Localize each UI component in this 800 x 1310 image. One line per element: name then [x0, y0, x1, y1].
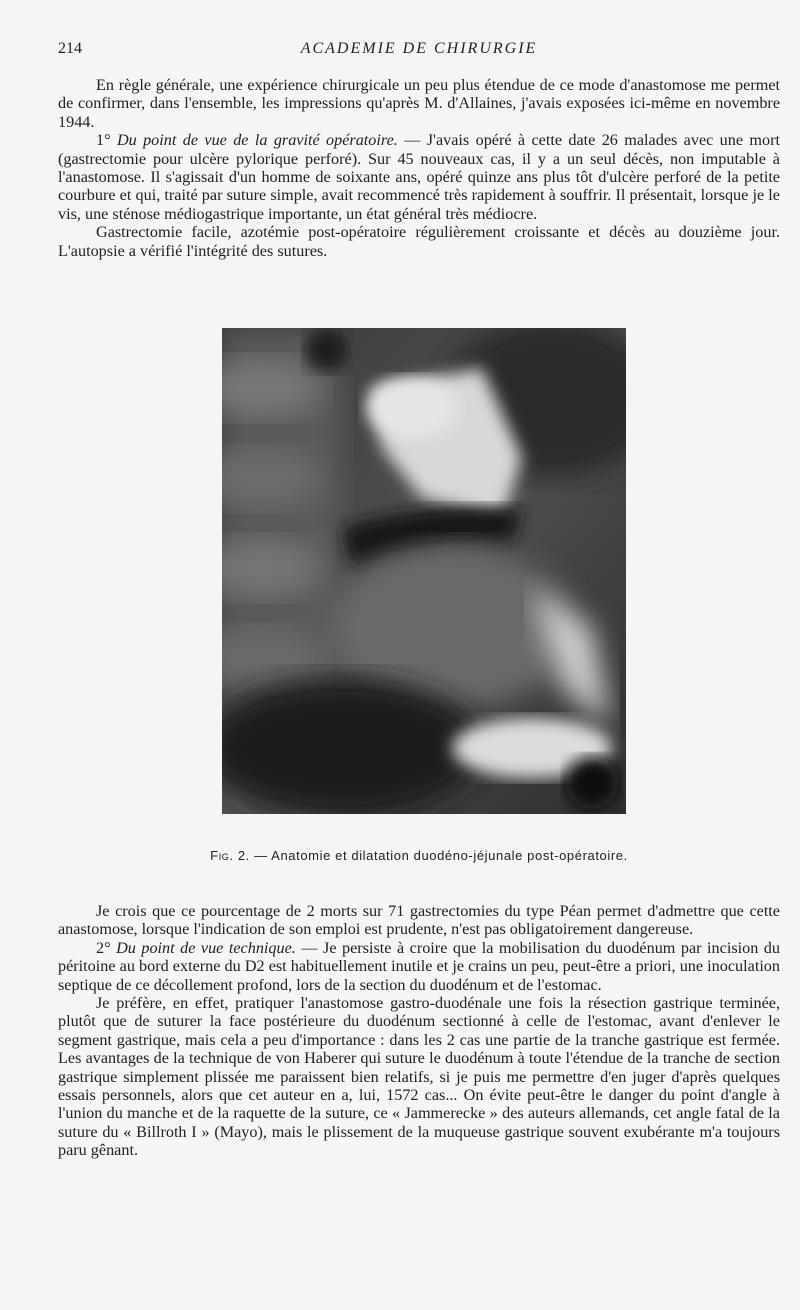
- section-heading: Du point de vue de la gravité opératoire.: [116, 131, 398, 150]
- paragraph: Je préfère, en effet, pratiquer l'anastomose gastro-duodénale une fois la résection gastrique terminée, plutôt que de suturer la face postérieure du duodénum sectionné à celle de l'estomac, avant d'enlever le segment gastrique, mais cela a peu d'importance : dans les 2 cas une partie de la tranche gastrique est fermée. Les avantages de la technique de von Haberer qui suture le duodénum à toute l'étendue de la tranche de section gastrique simplement plissée me paraissent bien relatifs, si je puis me permettre d'en juger d'après quelques essais personnels, alors que cet auteur en a, lui, 1572 cas... On évite peut-être le danger du point d'angle à l'union du manche et de la raquette de la suture, ce « Jammerecke » des auteurs allemands, cet angle fatal de la suture du « Billroth I » (Mayo), mais le plissement de la muqueuse gastrique souvent exubérante m'a toujours paru gênant.: [58, 994, 780, 1160]
- xray-image: [222, 328, 626, 814]
- section-heading: Du point de vue technique.: [116, 938, 296, 957]
- xray-figure: [222, 328, 626, 814]
- paragraph: 2° Du point de vue technique. — Je persiste à croire que la mobilisation du duodénum par incision du péritoine au bord externe du D2 est habituellement inutile et je crains un peu, peut-être a priori, une inoculation septique de ce décollement profond, lors de la section du duodénum et de l'estomac.: [58, 938, 780, 994]
- paragraph: Je crois que ce pourcentage de 2 morts sur 71 gastrectomies du type Péan permet d'admettre que cette anastomose, lorsque l'indication de son emploi est prudente, n'est pas obligatoirement dangereuse.: [58, 902, 780, 939]
- page-header: [58, 40, 780, 62]
- running-title: ACADEMIE DE CHIRURGIE: [300, 40, 538, 57]
- body-text-bottom: [58, 902, 780, 1160]
- figure-label: Fig. 2.: [210, 848, 250, 863]
- paragraph: En règle générale, une expérience chirurgicale un peu plus étendue de ce mode d'anastomose me permet de confirmer, dans l'ensemble, les impressions qu'après M. d'Allaines, j'avais exposées ici-même en novembre 1944.: [58, 76, 780, 131]
- body-text-top: [58, 76, 780, 260]
- paragraph: Gastrectomie facile, azotémie post-opératoire régulièrement croissante et décès au douzième jour. L'autopsie a vérifié l'intégrité des sutures.: [58, 223, 780, 260]
- figure-caption: [58, 848, 780, 863]
- page-number: 214: [58, 40, 82, 57]
- figure-caption-text: — Anatomie et dilatation duodéno-jéjunale post-opératoire.: [249, 848, 628, 863]
- paragraph: 1° Du point de vue de la gravité opératoire. — J'avais opéré à cette date 26 malades avec une mort (gastrectomie pour ulcère pylorique perforé). Sur 45 nouveaux cas, il y a un seul décès, non imputable à l'anastomose. Il s'agissait d'un homme de soixante ans, opéré quinze ans plus tôt d'ulcère perforé de la petite courbure et qui, traité par suture simple, avait recommencé très rapidement à souffrir. Il présentait, lorsque je le vis, une sténose médiogastrique importante, un état général très médiocre.: [58, 131, 780, 223]
